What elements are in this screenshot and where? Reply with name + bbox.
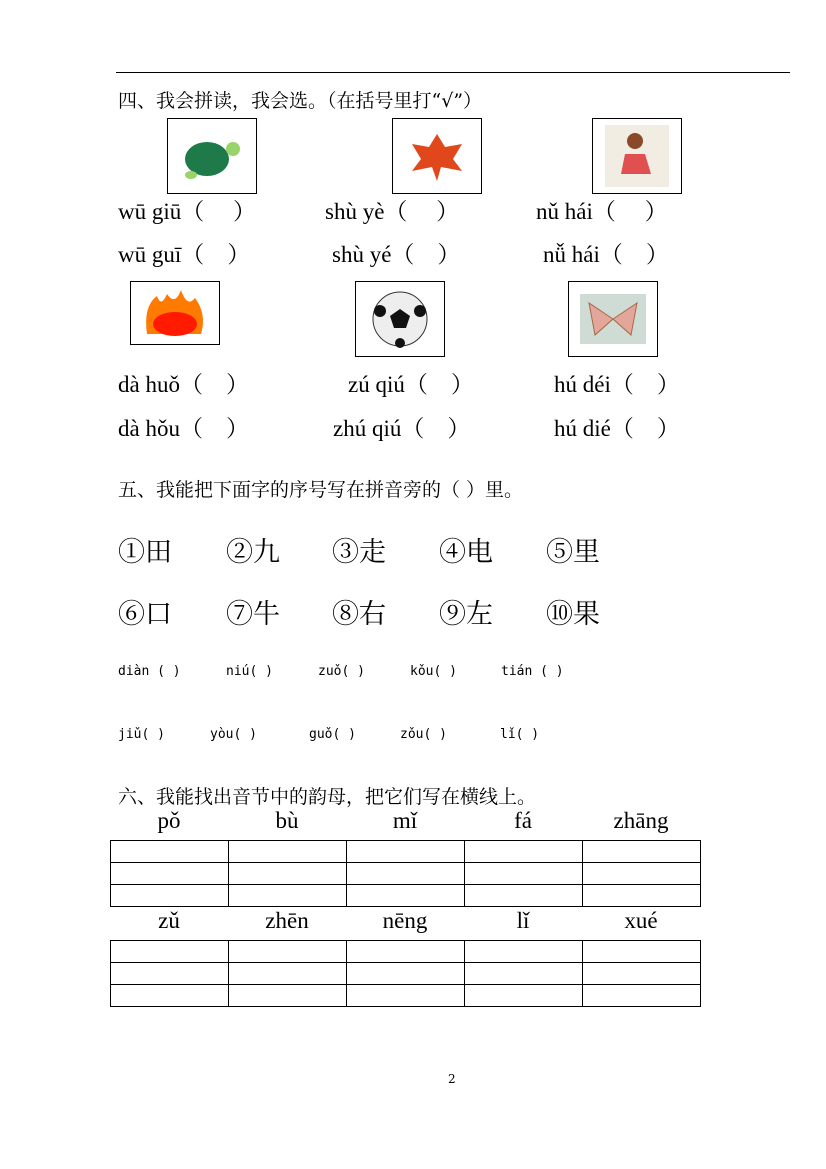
syllable: zhāng bbox=[613, 808, 669, 833]
char-item: ③走 bbox=[332, 537, 386, 568]
soccer-ball-picture bbox=[355, 281, 445, 357]
char-item: ⑦牛 bbox=[226, 599, 280, 630]
char-item: ⑥口 bbox=[118, 599, 172, 630]
char-item: ④电 bbox=[439, 537, 493, 568]
syllable: xué bbox=[624, 908, 658, 933]
pinyin-blank[interactable]: guǒ( ) bbox=[309, 727, 356, 742]
page-number: 2 bbox=[448, 1072, 456, 1086]
char-item: ⑩果 bbox=[546, 599, 600, 630]
syllable: nēng bbox=[382, 908, 428, 933]
pinyin-blank[interactable]: diàn ( ) bbox=[118, 664, 181, 679]
syllable: lǐ bbox=[516, 908, 530, 933]
syllable: zhēn bbox=[265, 908, 309, 933]
option-zhu-qiu[interactable]: zhú qiú（ ） bbox=[333, 416, 471, 441]
pinyin-blank[interactable]: zǒu( ) bbox=[400, 727, 447, 742]
header-rule bbox=[116, 72, 790, 73]
girl-picture bbox=[592, 118, 682, 194]
leaf-picture bbox=[392, 118, 482, 194]
char-item: ⑤里 bbox=[546, 537, 600, 568]
pinyin-blank[interactable]: tián ( ) bbox=[501, 664, 564, 679]
option-da-huo[interactable]: dà huǒ（ ） bbox=[118, 372, 249, 397]
pinyin-blank[interactable]: lǐ( ) bbox=[500, 727, 540, 742]
table1-headers bbox=[110, 808, 700, 834]
char-item: ②九 bbox=[226, 537, 280, 568]
syllable: pǒ bbox=[157, 808, 181, 833]
pinyin-blank[interactable]: yòu( ) bbox=[210, 727, 257, 742]
section4-title: 四、我会拼读，我会选。（在括号里打“√”） bbox=[118, 90, 483, 112]
syllable: mǐ bbox=[392, 808, 418, 833]
char-item: ⑧右 bbox=[332, 599, 386, 630]
option-wu-gui[interactable]: wū guī（ ） bbox=[118, 242, 251, 267]
turtle-picture bbox=[167, 118, 257, 194]
option-hu-dei[interactable]: hú déi（ ） bbox=[554, 372, 680, 397]
answer-table-2[interactable] bbox=[110, 940, 701, 1007]
option-da-hou[interactable]: dà hǒu（ ） bbox=[118, 416, 249, 441]
table2-headers bbox=[110, 908, 700, 934]
option-zu-qiu[interactable]: zú qiú（ ） bbox=[348, 372, 474, 397]
section5-title: 五、我能把下面字的序号写在拼音旁的（ ）里。 bbox=[118, 479, 524, 501]
fire-picture bbox=[130, 281, 220, 345]
option-nv-hai[interactable]: nǚ hái（ ） bbox=[543, 242, 669, 267]
pinyin-blank[interactable]: kǒu( ) bbox=[410, 664, 457, 679]
option-nu-hai[interactable]: nǔ hái（ ） bbox=[536, 199, 668, 224]
pinyin-blank[interactable]: jiǔ( ) bbox=[118, 727, 165, 742]
pinyin-blank[interactable]: niú( ) bbox=[226, 664, 273, 679]
butterfly-picture bbox=[568, 281, 658, 357]
syllable: fá bbox=[514, 808, 532, 833]
option-shu-ye2[interactable]: shù yé（ ） bbox=[332, 242, 461, 267]
option-hu-die[interactable]: hú dié（ ） bbox=[554, 416, 680, 441]
option-wu-giu[interactable]: wū giū（ ） bbox=[118, 199, 256, 224]
char-item: ⑨左 bbox=[439, 599, 493, 630]
syllable: zǔ bbox=[158, 908, 180, 933]
answer-table-1[interactable] bbox=[110, 840, 701, 907]
char-item: ①田 bbox=[118, 537, 172, 568]
option-shu-ye4[interactable]: shù yè（ ） bbox=[325, 199, 460, 224]
pinyin-blank[interactable]: zuǒ( ) bbox=[318, 664, 365, 679]
section6-title: 六、我能找出音节中的韵母，把它们写在横线上。 bbox=[118, 786, 537, 808]
syllable: bù bbox=[275, 808, 299, 833]
